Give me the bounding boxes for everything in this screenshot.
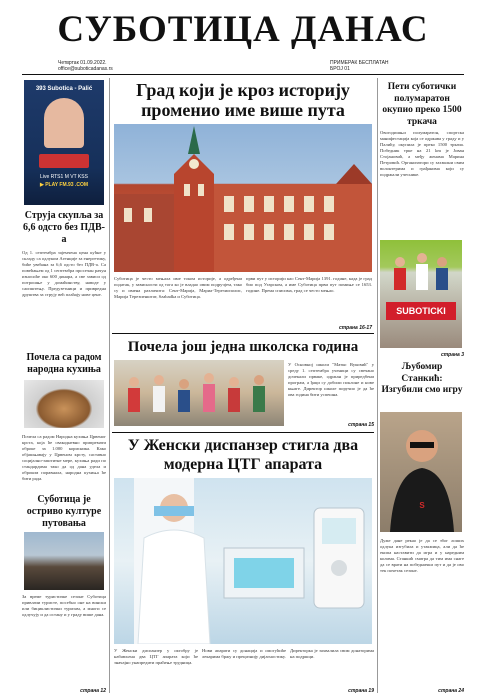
left-page-ref: страна 12 (80, 688, 106, 694)
soup-kitchen-photo (24, 380, 104, 428)
main-caption: Суботица је често мењала име током историје, а одређени податак, у зависности од тога ко је владао овим подручјем, тако су и имена различита: Сент-Марија, Мариа-Терезиополис, Марија Терезиенштат, Szabadka и Суботица. (114, 276, 242, 299)
marathon-banner: SUBOTICKI (386, 302, 456, 320)
story-culture-text: За време туристичке сезоне Суботица привлачи туристе, посебно оне на вински или бициклистички туризам, а многи се одлучују и да остану и у граду више дана. (22, 594, 106, 617)
story-culture-headline: Суботица је остриво културе путовања (26, 494, 102, 529)
main-headline: Град који је кроз историју променио име више пута (136, 80, 350, 120)
main-page-ref: страна 16-17 (338, 325, 372, 331)
ad-live-line: Live RTS1 M VT KSS (40, 174, 88, 180)
svg-text:S: S (419, 501, 425, 510)
story-electricity-text: Од 1. септембра зајемчена цена кућне у складу са одлуком Агенције за енергетику, биће увећана за 6,6 одсто без ПДВ-а. Са повећањем од 1 септембра просечан рачун износиће око 600 динара, а све зависи од потрошње у домаћинству, наводе у саопштењу. Предузетници и привредна друштва за струју већ плаћају нове цене. (22, 250, 106, 297)
marathon-page-ref: страна 3 (440, 352, 464, 358)
stankic-headline: Љубомир Станкић: Изгубили смо игру (381, 362, 463, 395)
main-section-rule (112, 333, 374, 334)
school-section-rule (112, 432, 374, 433)
stankic-page-ref: страна 24 (438, 688, 464, 694)
issue-number: БРОЈ 01 (330, 66, 350, 72)
health-text-3: Директорка је захвалила свим донаторима на подршци. (290, 648, 374, 659)
ctg-device-illustration (114, 478, 372, 644)
stankic-photo (380, 412, 462, 532)
ad-microphone-graphic (39, 154, 89, 168)
marathon-headline: Пети суботички полумаратон окупио преко 1500 тркача (382, 82, 462, 127)
story-soup-kitchen-text: Почела са радом Народна кухиња Црвеног крста, која ће свакодневно припремати оброке за 1.000 корисника. Како објашњавају у Црвеном крсту, саставно социјално-заштитне мере, кухиња ради по стандардима тако да од дана удела и оброком поравнала, народна кухиња ће бити рада. (22, 434, 106, 481)
coach-portrait-illustration (380, 412, 462, 532)
marathon-text: Овогодишњи полумаратон, спортска манифестација која се одржава у граду и у Палићу, окупила је преко 1500 тркача. Победник трке на 21 km је Јован Стојановић, а међу женама Марина Петровић. Организатори су захвални свим волонтерима и грађанима који су подржали учеснике. (380, 130, 464, 177)
right-column-divider (377, 78, 378, 693)
stankic-text: Дуже дане рекао је да се због лоших одлука изгубила и утакмица, али да ће екипа наставити да игра и у наредним колима. Станкић сматра да тим има снаге да се врати на победнички пут и да је ово тек почетак сезоне. (380, 538, 464, 573)
health-photo (114, 478, 372, 644)
main-text-right: први пут у историји као Сент-Марија 1391. године, када је град био под Угарском, а име Суботица први пут помиње се 1653. године. Према списима, град се често мењао. (246, 276, 372, 293)
ad-person-image (44, 98, 84, 148)
free-copy-label: ПРИМЕРАК БЕСПЛАТАН (330, 60, 389, 66)
health-page-ref: страна 19 (348, 688, 374, 694)
masthead-rule (22, 74, 464, 75)
radio-advertisement (24, 80, 104, 205)
health-headline: У Женски диспанзер стигла два модерна ЦТГ апарата (127, 437, 359, 473)
school-page-ref: страна 15 (348, 422, 374, 428)
culture-travel-photo (24, 532, 104, 590)
school-text: У Основној школи "Матко Вуковић" у среду 1. септембра ученици су свечано дочекали прваке, одржан је приредбени програм, а ђаци су добили поклоне и нове књиге. Директор школе поручио је да ће ова година бити успешна. (288, 362, 374, 397)
school-photo (114, 360, 284, 426)
school-headline: Почела још једна школска година (127, 339, 359, 355)
city-hall-illustration (114, 124, 372, 272)
city-hall-photo (114, 124, 372, 272)
runners-illustration (380, 244, 462, 304)
contact-email: office@suboticadanas.rs (58, 66, 113, 72)
health-text-2: Нови апарати су донација и омогућиће лекарима бржу и прецизнију дијагностику. (202, 648, 286, 659)
left-column-divider (109, 78, 110, 693)
school-children-illustration (114, 360, 284, 426)
ad-website: ▶ PLAY FM.93 .COM (39, 182, 89, 188)
health-text-1: У Женски диспанзер у октобру је набављена два ЦТГ апарата који ће значајно унапредити праћење трудница. (114, 648, 198, 665)
ad-station-name: 393 Subotica - Palić (35, 86, 93, 92)
story-soup-kitchen-headline: Почела са радом народна кухиња (26, 352, 102, 375)
marathon-photo (380, 240, 462, 348)
masthead-title: СУБОТИЦА ДАНАС (57, 9, 429, 50)
story-electricity-headline: Струја скупља за 6,6 одсто без ПДВ-а (23, 210, 105, 245)
issue-date: Четвртак 01.09.2022. (58, 60, 107, 66)
